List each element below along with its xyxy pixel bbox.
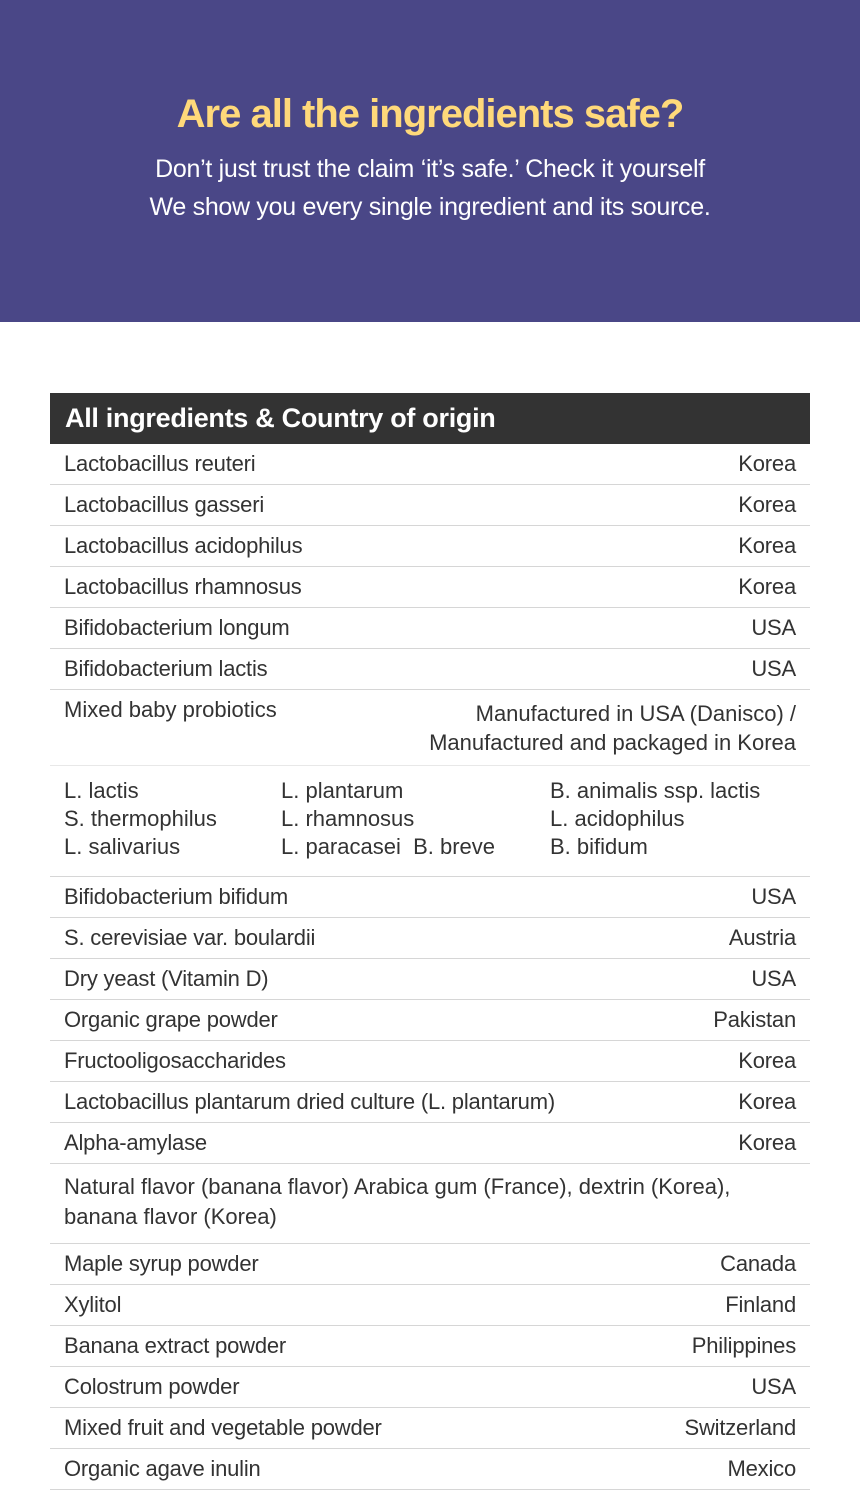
ingredient-origin: USA (751, 1374, 796, 1399)
ingredient-origin: USA (751, 615, 796, 640)
ingredient-name: Fructooligosaccharides (64, 1048, 286, 1073)
ingredient-origin: Korea (738, 492, 796, 517)
strain-column-2 (281, 777, 550, 862)
ingredient-name: Lactobacillus rhamnosus (64, 574, 302, 599)
ingredient-name: Lactobacillus gasseri (64, 492, 265, 517)
strain-name: L. acidophilus (550, 806, 685, 831)
ingredient-name: Xylitol (64, 1292, 122, 1317)
table-header: All ingredients & Country of origin (50, 393, 810, 444)
hero-subtitle-line-2: We show you every single ingredient and its source. (149, 193, 711, 221)
table-row (50, 1367, 810, 1408)
table-row (50, 1285, 810, 1326)
table-row (50, 444, 810, 485)
ingredient-origin: Korea (738, 574, 796, 599)
strain-name: L. lactis (64, 778, 139, 803)
ingredient-name: Banana extract powder (64, 1333, 287, 1358)
probiotic-strain-list (50, 765, 810, 877)
ingredient-name: Mixed fruit and vegetable powder (64, 1415, 382, 1440)
table-row (50, 918, 810, 959)
ingredient-origin: USA (751, 656, 796, 681)
ingredient-name: Alpha-amylase (64, 1130, 207, 1155)
strain-column-1 (64, 777, 281, 862)
strain-name: S. thermophilus (64, 806, 217, 831)
origin-line-2: Manufactured and packaged in Korea (429, 730, 796, 755)
table-row (50, 959, 810, 1000)
table-row (50, 649, 810, 690)
ingredient-origin: Finland (725, 1292, 796, 1317)
ingredient-name: Lactobacillus plantarum dried culture (L. plantarum) (64, 1089, 555, 1114)
ingredient-origin: USA (751, 884, 796, 909)
table-row (50, 1041, 810, 1082)
table-row (50, 1449, 810, 1490)
strain-name: B. bifidum (550, 834, 648, 859)
strain-name: L. rhamnosus (281, 806, 415, 831)
flavor-line-1: Natural flavor (banana flavor) Arabica gum (France), dextrin (Korea), (64, 1174, 731, 1199)
table-row (50, 1000, 810, 1041)
table-row-natural-flavor (50, 1164, 810, 1244)
hero-banner (0, 0, 860, 322)
table-row (50, 877, 810, 918)
ingredient-origin: Korea (738, 533, 796, 558)
strain-name: L. plantarum (281, 778, 404, 803)
table-rows-middle (50, 877, 810, 1164)
hero-subtitle (0, 150, 860, 226)
table-row (50, 567, 810, 608)
table-row (50, 1408, 810, 1449)
flavor-line-2: banana flavor (Korea) (64, 1204, 277, 1229)
ingredient-name: S. cerevisiae var. boulardii (64, 925, 316, 950)
hero-title: Are all the ingredients safe? (176, 92, 684, 136)
ingredient-name: Colostrum powder (64, 1374, 240, 1399)
ingredient-name: Lactobacillus acidophilus (64, 533, 303, 558)
table-row (50, 485, 810, 526)
ingredient-origin: Korea (738, 451, 796, 476)
ingredient-name: Bifidobacterium bifidum (64, 884, 289, 909)
strain-name: B. animalis ssp. lactis (550, 778, 761, 803)
table-row (50, 1244, 810, 1285)
ingredient-name: Organic grape powder (64, 1007, 278, 1032)
table-row (50, 1123, 810, 1164)
table-row-mixed-probiotics (50, 690, 810, 765)
ingredient-name: Mixed baby probiotics (64, 697, 277, 722)
table-row (50, 526, 810, 567)
ingredient-origin: Switzerland (684, 1415, 796, 1440)
ingredient-name: Lactobacillus reuteri (64, 451, 256, 476)
ingredient-origin (429, 697, 796, 757)
table-row (50, 1326, 810, 1367)
hero-subtitle-line-1: Don’t just trust the claim ‘it’s safe.’ Check it yourself (155, 155, 705, 183)
ingredient-origin: Canada (720, 1251, 796, 1276)
ingredient-name: Bifidobacterium lactis (64, 656, 268, 681)
ingredient-origin: Korea (738, 1130, 796, 1155)
strain-name: L. salivarius (64, 834, 181, 859)
ingredient-name: Dry yeast (Vitamin D) (64, 966, 269, 991)
table-rows-top (50, 444, 810, 690)
ingredient-origin: Austria (728, 925, 796, 950)
table-row (50, 608, 810, 649)
table-rows-bottom (50, 1244, 810, 1490)
strain-column-3 (550, 777, 796, 862)
ingredient-name: Organic agave inulin (64, 1456, 261, 1481)
ingredient-origin: Mexico (727, 1456, 796, 1481)
ingredients-table (50, 393, 810, 1490)
ingredient-origin: Pakistan (713, 1007, 796, 1032)
ingredient-origin: Korea (738, 1089, 796, 1114)
ingredient-origin: Korea (738, 1048, 796, 1073)
ingredient-name: Bifidobacterium longum (64, 615, 290, 640)
ingredient-name: Maple syrup powder (64, 1251, 259, 1276)
origin-line-1: Manufactured in USA (Danisco) / (475, 701, 796, 726)
ingredient-origin: Philippines (691, 1333, 796, 1358)
table-row (50, 1082, 810, 1123)
strain-name: L. paracasei B. breve (281, 834, 496, 859)
ingredient-origin: USA (751, 966, 796, 991)
